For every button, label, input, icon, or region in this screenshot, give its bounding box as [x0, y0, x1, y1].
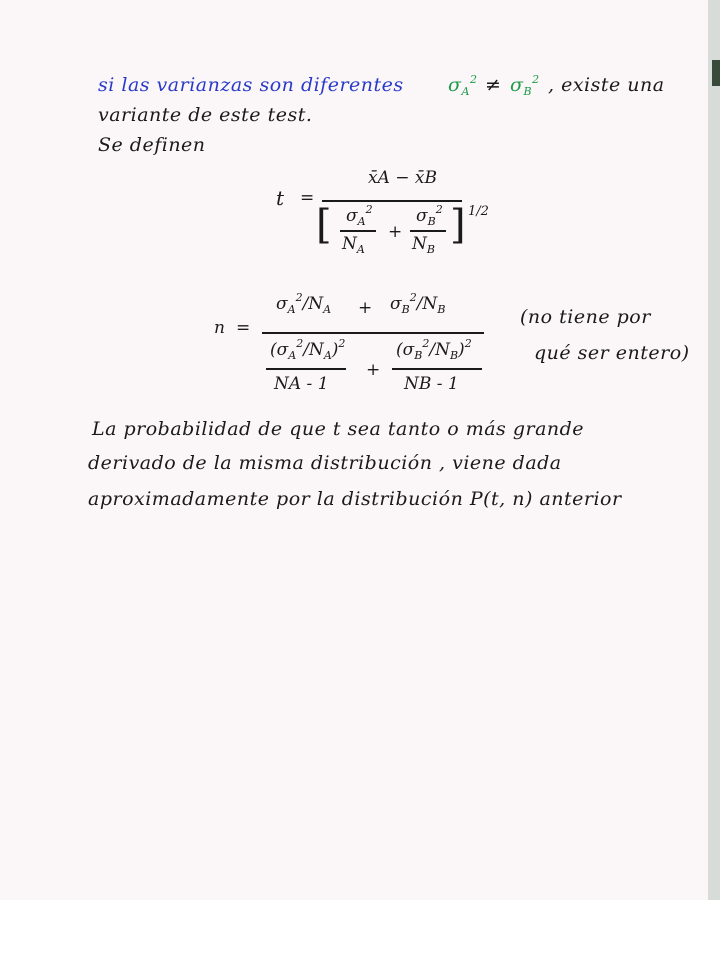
n-den-term-a: $(\sigma_A^2/N_A)^2$ — [270, 337, 346, 362]
sigma-a-squared: $\sigma_A^2$ — [448, 73, 478, 98]
n-num-plus: + — [358, 298, 373, 318]
n-num-term-b: $\sigma_B^2/N_B$ — [390, 291, 446, 316]
t-equals: = — [300, 188, 315, 208]
n-symbol: n — [214, 318, 225, 338]
t-numerator: x̄A − x̄B — [368, 168, 437, 188]
n-den-term-b: $(\sigma_B^2/N_B)^2$ — [396, 337, 472, 362]
t-fraction-bar — [322, 200, 462, 202]
scanner-edge — [708, 0, 720, 900]
conclusion-line1: La probabilidad de que t sea tanto o más grande — [92, 418, 585, 440]
n-main-fraction-bar — [262, 332, 484, 334]
t-right-bracket: ] — [450, 202, 466, 248]
conclusion-line2: derivado de la misma distribución , viene dada — [88, 452, 562, 474]
n-den-bar-a — [266, 368, 346, 370]
n-note-line1: (no tiene por — [520, 306, 651, 328]
sigma-b-squared: $\sigma_B^2$ — [510, 73, 540, 98]
t-left-bracket: [ — [316, 202, 332, 248]
t-inner-sigma-a: $\sigma_A^2$ — [346, 203, 373, 228]
t-inner-n-b: $N_B$ — [412, 234, 435, 256]
n-note-line2: qué ser entero) — [534, 342, 690, 364]
t-inner-plus: + — [388, 222, 403, 242]
n-den-bar-b — [392, 368, 482, 370]
t-symbol: t — [276, 186, 285, 210]
n-equals: = — [236, 318, 251, 338]
t-inner-bar-b — [410, 230, 446, 232]
intro-line2: variante de este test. — [98, 104, 313, 126]
t-power: 1/2 — [468, 204, 489, 219]
conclusion-line3: aproximadamente por la distribución P(t, n) anterior — [88, 488, 622, 510]
n-den-minus-one-b: NB - 1 — [404, 374, 459, 394]
t-inner-sigma-b: $\sigma_B^2$ — [416, 203, 443, 228]
t-inner-n-a: $N_A$ — [342, 234, 365, 256]
sigma-a-symbol: σ — [448, 74, 462, 96]
sigma-b-symbol: σ — [510, 74, 524, 96]
n-num-term-a: $\sigma_A^2/N_A$ — [276, 291, 332, 316]
t-inner-bar-a — [340, 230, 376, 232]
n-den-plus: + — [366, 360, 381, 380]
intro-line1-tail: , existe una — [548, 74, 665, 96]
n-den-minus-one-a: NA - 1 — [274, 374, 329, 394]
scan-margin — [0, 900, 720, 960]
intro-line3: Se definen — [98, 134, 206, 156]
not-equal-sign: ≠ — [485, 74, 502, 96]
intro-line1-blue: si las varianzas son diferentes — [98, 74, 404, 96]
scanner-edge-mark — [712, 60, 720, 86]
